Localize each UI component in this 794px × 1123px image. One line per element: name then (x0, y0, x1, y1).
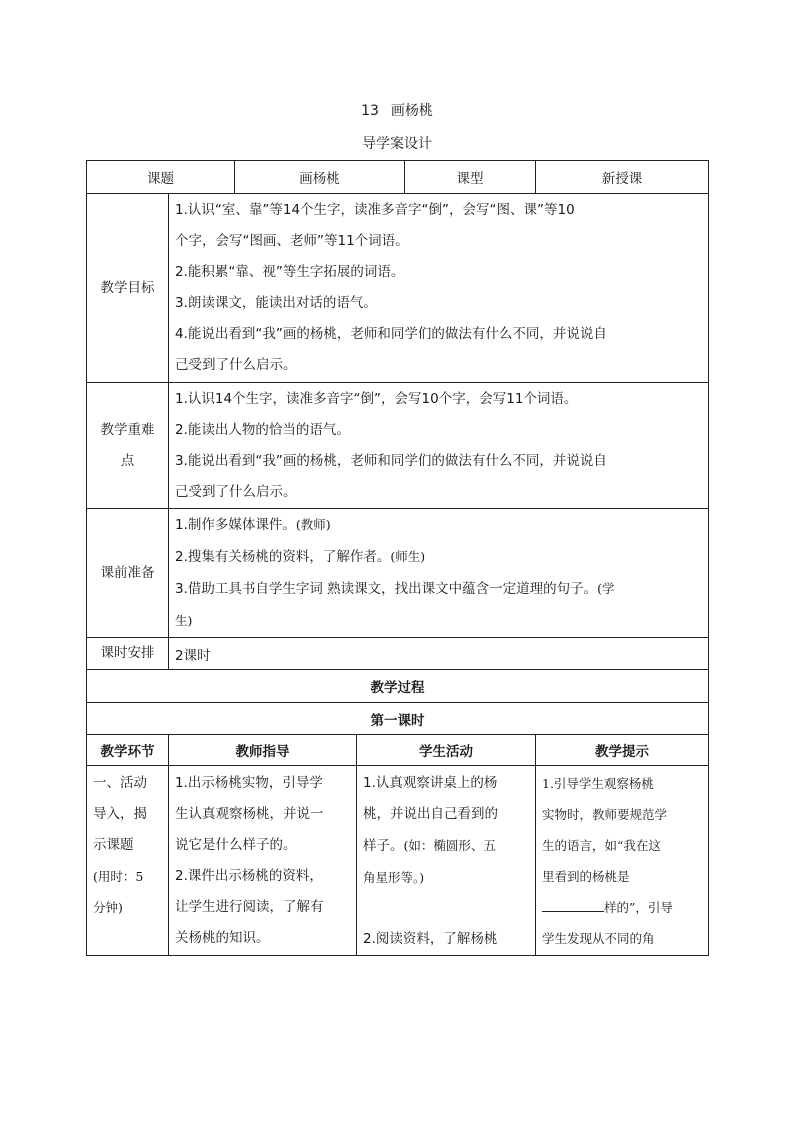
tips-line: 里看到的杨桃是 (542, 869, 630, 884)
student-line (363, 830, 529, 862)
teacher-line: 生认真观察杨桃，并说一 (175, 806, 324, 822)
student-line: 2.阅读资料，了解杨桃 (363, 931, 498, 947)
preparation-line (175, 509, 702, 541)
lesson-number: 13 (361, 103, 379, 119)
preparation-note: (学 (597, 581, 615, 596)
info-row (87, 161, 709, 194)
stage-line: 分钟) (93, 900, 123, 915)
student-activity-cell (357, 766, 536, 956)
preparation-text: 3.借助工具书自学生字词 熟读课文，找出课文中蕴含一定道理的句子。 (175, 581, 598, 597)
teacher-line: 让学生进行阅读，了解有 (175, 899, 324, 915)
preparation-row (87, 509, 709, 638)
topic-label: 课题 (87, 161, 235, 194)
tips-line: 1.引导学生观察杨桃 (542, 776, 654, 791)
preparation-line (175, 573, 702, 605)
preparation-note: (教师) (295, 517, 331, 532)
goals-line: 1.认识“室、靠”等14个生字，读准多音字“倒”，会写“图、课”等10 (175, 202, 575, 218)
teaching-tips-cell (536, 766, 709, 956)
stage-line: 导入，揭 (93, 806, 147, 822)
tips-text: 样的”，引导 (604, 900, 673, 915)
preparation-text: 2.搜集有关杨桃的资料，了解作者。 (175, 549, 391, 565)
preparation-label: 课前准备 (87, 509, 169, 638)
stage-line: 一、活动 (93, 775, 147, 791)
student-spacer (363, 893, 529, 924)
student-line: 桃，并说出自己看到的 (363, 806, 498, 822)
teacher-line: 关杨桃的知识。 (175, 930, 270, 946)
tips-line: 实物时，教师要规范学 (542, 807, 668, 822)
column-header-row (87, 735, 709, 766)
preparation-note: (师生) (390, 549, 426, 564)
process-heading: 教学过程 (87, 670, 709, 703)
column-header-student: 学生活动 (357, 735, 536, 766)
topic-value: 画杨桃 (235, 161, 405, 194)
fill-in-blank (542, 899, 604, 912)
stage-line: (用时：5 (93, 869, 144, 884)
type-label: 课型 (405, 161, 536, 194)
goals-line: 己受到了什么启示。 (175, 357, 297, 373)
schedule-value: 2课时 (169, 638, 709, 670)
tips-line: 生的语言，如“我在这 (542, 838, 661, 853)
preparation-text: 1.制作多媒体课件。 (175, 517, 296, 533)
document-title (0, 100, 794, 120)
process-heading-row (87, 670, 709, 703)
column-header-stage: 教学环节 (87, 735, 169, 766)
key-points-label-line: 点 (120, 452, 135, 469)
key-points-line: 3.能说出看到“我”画的杨桃，老师和同学们的做法有什么不同，并说说自 (175, 452, 607, 469)
goals-content (169, 194, 709, 383)
key-points-row (87, 383, 709, 509)
lesson-plan-table (86, 160, 709, 956)
key-points-line: 2.能读出人物的恰当的语气。 (175, 421, 350, 438)
key-points-label-line: 教学重难 (100, 421, 155, 438)
preparation-line (175, 605, 702, 637)
document-subtitle: 导学案设计 (362, 136, 432, 152)
goals-line: 个字，会写“图画、老师”等11个词语。 (175, 233, 409, 249)
first-lesson-heading: 第一课时 (87, 703, 709, 735)
goals-line: 4.能说出看到“我”画的杨桃，老师和同学们的做法有什么不同，并说说自 (175, 326, 607, 342)
lesson-title: 画杨桃 (390, 103, 433, 119)
goals-label: 教学目标 (87, 194, 169, 383)
schedule-label: 课时安排 (87, 638, 169, 670)
first-lesson-row (87, 703, 709, 735)
type-value: 新授课 (536, 161, 709, 194)
key-points-line: 己受到了什么启示。 (175, 483, 297, 500)
column-header-teacher: 教师指导 (169, 735, 357, 766)
teacher-guidance-cell (169, 766, 357, 956)
teacher-line: 说它是什么样子的。 (175, 837, 297, 853)
goals-line: 2.能积累“靠、视”等生字拓展的词语。 (175, 264, 405, 280)
schedule-row (87, 638, 709, 670)
student-text: 样子。 (363, 838, 404, 854)
stage-cell (87, 766, 169, 956)
key-points-label (87, 383, 169, 509)
key-points-content (169, 383, 709, 509)
tips-line: 学生发现从不同的角 (542, 931, 655, 946)
student-line: 角星形等。) (363, 870, 425, 885)
stage-line: 示课题 (93, 837, 134, 853)
column-header-tips: 教学提示 (536, 735, 709, 766)
tips-line (542, 892, 702, 923)
teacher-line: 2.课件出示杨桃的资料， (175, 868, 323, 884)
goals-row (87, 194, 709, 383)
student-note: (如：椭圆形、五 (403, 838, 496, 853)
teacher-line: 1.出示杨桃实物，引导学 (175, 775, 323, 791)
activity-row (87, 766, 709, 956)
goals-line: 3.朗读课文，能读出对话的语气。 (175, 295, 377, 311)
preparation-note: 生) (175, 613, 193, 628)
preparation-content (169, 509, 709, 638)
key-points-line: 1.认识14个生字，读准多音字“倒”，会写10个字，会写11个词语。 (175, 390, 578, 407)
student-line: 1.认真观察讲桌上的杨 (363, 775, 498, 791)
preparation-line (175, 541, 702, 573)
